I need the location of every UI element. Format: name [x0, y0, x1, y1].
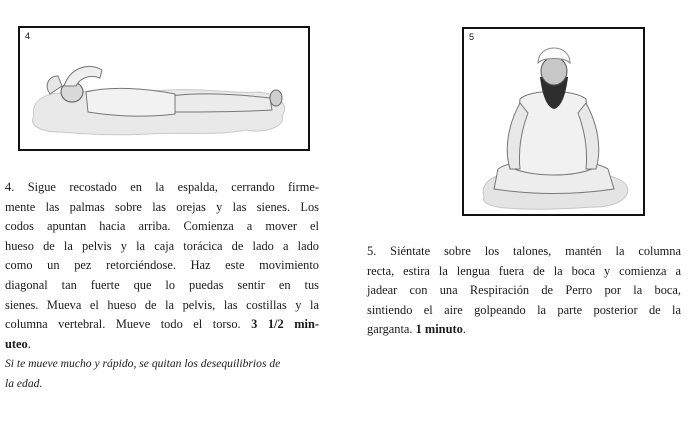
- foot-shape: [270, 90, 282, 106]
- duration-text: 3 1/2 min-: [251, 317, 319, 332]
- figure-5-kneeling-pose: [462, 27, 645, 216]
- figure-number: 4: [25, 31, 31, 41]
- figure-4-lying-pose: [18, 26, 310, 151]
- text-fragment: columna vertebral. Mueve todo el torso.: [5, 317, 252, 332]
- text-line: [5, 335, 319, 355]
- period: .: [462, 322, 466, 337]
- lying-pose-illustration: [20, 28, 308, 149]
- text-line: hueso de la pelvis y la caja torácica de lado a lado: [5, 238, 319, 253]
- step-5-instructions: [367, 242, 681, 340]
- legs-shape: [170, 94, 272, 112]
- text-line: sienes. Mueva el hueso de la pelvis, las costillas y la: [5, 297, 319, 312]
- kneeling-pose-illustration: [464, 29, 643, 214]
- text-line: diagonal tan fuerte que lo puedas sentir en tus: [5, 277, 319, 292]
- text-line-with-duration: [367, 320, 681, 340]
- face-shape: [541, 57, 567, 85]
- text-line: codos apuntan hacia arriba. Comienza a mover el: [5, 219, 319, 234]
- text-line-with-duration: [5, 315, 319, 335]
- text-line: jadear con una Respiración de Perro por la boca,: [367, 283, 681, 298]
- figure-number: 5: [469, 32, 475, 42]
- text-line: 4. Sigue recostado en la espalda, cerrando firme-: [5, 180, 319, 194]
- step-4-instructions: [5, 178, 319, 394]
- period: .: [27, 336, 31, 351]
- italic-note-line: Si te mueve mucho y rápido, se quitan los desequilibrios de: [5, 357, 281, 371]
- text-line: mente las palmas sobre las orejas y las sienes. Los: [5, 199, 319, 214]
- elbow-shape: [64, 67, 102, 86]
- elbow-shape: [47, 76, 62, 94]
- duration-text: 1 minuto: [415, 322, 463, 337]
- text-line: 5. Siéntate sobre los talones, mantén la columna: [367, 244, 681, 258]
- text-line: sintiendo el aire golpeando la parte posterior de la: [367, 302, 681, 317]
- text-line: recta, estira la lengua fuera de la boca y comienza a: [367, 263, 681, 278]
- duration-text-continued: uteo: [5, 336, 28, 351]
- text-line: como un pez retorciéndose. Haz este movimiento: [5, 258, 319, 273]
- torso-shape: [86, 88, 175, 116]
- text-fragment: garganta.: [367, 322, 416, 337]
- italic-note-line: la edad.: [5, 376, 43, 390]
